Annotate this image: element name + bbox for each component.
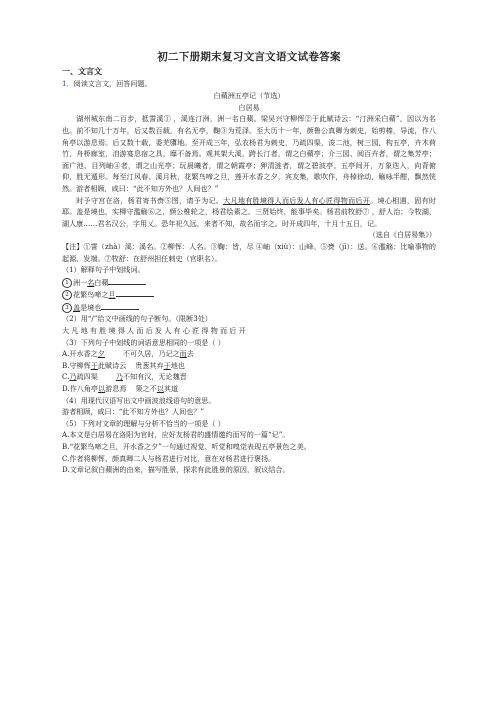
option-text: C.	[62, 372, 70, 382]
option-text: 地也	[170, 360, 185, 370]
section-heading: 一、文言文	[62, 66, 102, 76]
passage-paragraph-1: 湖州城东南二百步，抵霅溪① ，溪连汀洲，洲一名白蘋。梁吴兴守柳恽②于此赋诗云：“汀洲采白蘋”，因以为名也。前不知几十万年，后又数百载，有名无亭，鞠③为荒泽。至大历十一年，颜鲁公真卿为刺史，始剪榛，导流，作八角亭以游息焉。后又数十载，委芜隳地。至开成三年，弘农杨君为刺史，乃疏四渠，浚二池，树三园，构五亭，卉木荷竹，舟桥廊室，洎游宴息宿之具，靡不备焉。观其架大溪，跨长汀者，谓之白蘋亭；介三园、阅百卉者，谓之集芳亭；面广池、目列岫④者，谓之山光亭；玩晨曦者，谓之朝霞亭；狎清涟者，谓之碧波亭。五亭间开，万象迭入，向背俯仰，胜无遁形。每至汀风春、溪月秋，花繁鸟啼之旦，莲开水香之夕，宾友集，歌吹作，舟棹徐动，觞咏半酣，飘然恍然。游者相顾，咸曰：“此不知方外也？人间也？”	[62, 114, 436, 193]
answer-blank[interactable]	[108, 276, 146, 285]
underlined-word: 以	[156, 384, 164, 394]
sub-question-1-item-2	[62, 288, 436, 301]
underlined-word: 夕	[97, 349, 105, 359]
sub-question-2: （2）用“/”给文中画线的句子断句。（限断3处）	[62, 314, 212, 324]
option-a: A.本文是白居易在洛阳为官时，应好友杨君的盛情邀约而写的一篇“记”。	[62, 430, 290, 440]
item-text: 花繁鸟啼之	[73, 290, 109, 300]
sub-question-4-quote: 游者相顾，咸曰：“此不知方外也？人间也？”	[62, 407, 205, 417]
option-a	[62, 348, 436, 360]
sub-question-3: （3）下列句子中划线的词语意思相同的一项是（ ）	[62, 337, 225, 347]
answer-blank[interactable]	[101, 301, 139, 310]
circled-number-2: 2	[62, 290, 72, 300]
option-text: A.开水香之	[62, 349, 98, 359]
option-text: 不知有汉，无论魏晋	[122, 372, 187, 382]
underlined-word: 于	[90, 360, 98, 370]
sub-question-1-item-1	[62, 276, 436, 289]
item-text: 是境也	[80, 302, 102, 312]
question-intro-text: 阅读文言文，回答问题。	[73, 78, 152, 88]
document-body	[62, 50, 436, 476]
option-text: 其道	[163, 384, 179, 394]
annotation-notes: 【注】①霅（zhà）溪：溪名。②柳恽：人名。③鞠：皆，尽 ④岫（xiù）：山峰。⑤赍（jī）：送。⑥濫觞：比喻事物的起源、发端。⑦牧舒：在舒州担任刺史（官职名）。	[62, 241, 436, 263]
underlined-word: 乃	[115, 372, 123, 382]
passage-author: 白居易	[238, 102, 260, 112]
paragraph-2-rest: 。境心相遇，固有时耶。盖是境也，实柳守濫觞⑥之，颜公椎轮之，杨君绘素之。三贤始终，能事毕矣。杨君前牧舒⑦ ，舒人治；今牧湖，湖人康……君名汉公，字用乂。恐年祀久远，来者不知，故名而字之。时开成四年，十月十五日，记。	[62, 195, 437, 228]
sub-question-1: （1）解释句子中划线词。	[62, 265, 145, 275]
circled-number-3: 3	[62, 303, 72, 313]
underlined-word: 名	[87, 277, 95, 287]
option-d	[62, 383, 436, 395]
item-text: 洲一	[73, 277, 88, 287]
option-text: D.作八角亭	[62, 384, 99, 394]
underlined-word: 乃	[69, 372, 77, 382]
option-text: 疏四渠	[76, 372, 116, 382]
option-text: 不可久居，乃记之	[104, 349, 180, 359]
option-text: 去	[186, 349, 194, 359]
item-text: 白蘋	[94, 277, 109, 287]
underlined-sentence: 大凡地有胜境得人而后发人有心匠得物而后开	[223, 195, 371, 205]
sub-question-5: （5）下列对文章的理解与分析不恰当的一项是（ ）	[62, 418, 225, 428]
option-d: D.文章记叙白蘋洲的由来，描写胜景，探求有此胜景的原因，叙议结合。	[62, 465, 290, 475]
sub-question-1-item-3	[62, 301, 436, 314]
option-text: 游息焉 策之不	[105, 384, 157, 394]
underlined-word: 以	[98, 384, 106, 394]
sub-question-4: （4）用现代汉语写出文中画波浪线语句的意思。	[62, 395, 216, 405]
sentence-to-punctuate: 大凡地有胜境得人而后发人有心匠得物而后开	[62, 326, 248, 336]
passage-source: （选自《白居易集》）	[368, 230, 436, 240]
underlined-word: 而	[179, 349, 187, 359]
underlined-word: 旦	[108, 290, 116, 300]
option-c: C.作者将柳恽、颜真卿二人与杨君进行对比，意在对杨君进行褒扬。	[62, 453, 276, 463]
option-text: B.守柳恽	[62, 360, 91, 370]
page-title: 初二下册期末复习文言文语文试卷答案	[157, 51, 341, 63]
underlined-word: 盖	[73, 302, 81, 312]
passage-paragraph-2	[62, 195, 436, 230]
passage-title: 白蘋洲五亭记（节选）	[213, 91, 285, 101]
underlined-word: 于	[163, 360, 171, 370]
option-b	[62, 360, 436, 372]
answer-blank[interactable]	[116, 288, 154, 297]
option-text: 此赋诗云 贵葱其弃	[97, 360, 164, 370]
question-intro	[62, 78, 436, 90]
paragraph-2-start: 时予守宫在洛，杨君寄书赍⑤图，请予为记。	[76, 195, 224, 205]
option-c	[62, 371, 436, 383]
circled-number-1: 1	[62, 278, 72, 288]
question-number: 1．	[62, 78, 74, 88]
option-b: B.“花繁鸟啼之旦，开水香之夕”一句通过视觉、听觉和嗅觉表现五亭景色之美。	[62, 442, 311, 451]
